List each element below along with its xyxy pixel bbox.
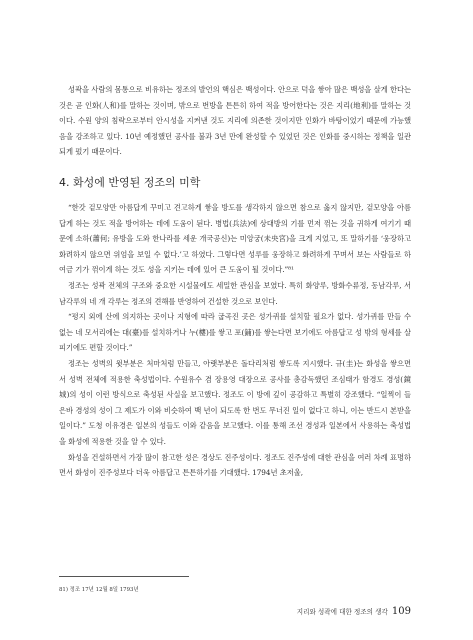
body-paragraph: 정조는 성곽 전체의 구조와 중요한 시설물에도 세밀한 관심을 보였다. 특히 화양루, 방화수류정, 동남각루, 서남각루의 네 개 각루는 정조의 견해를 반영하여 건설한 것으로 보인다. bbox=[59, 280, 411, 306]
intro-paragraph: 성곽을 사람의 몸통으로 비유하는 정조의 발언의 핵심은 백성이다. 안으로 덕을 쌓아 많은 백성을 살게 한다는 것은 곧 인화(人和)를 말하는 것이며, 밖으로 번방을 튼튼히 하여 적을 방어한다는 것은 지리(地利)를 말하는 것이다. 수원 양의 침략으로부터 안시성을 지켜낸 것도 지리에 의존한 것이지만 인화가 바탕이었기 때문에 가능했음을 강조하고 있다. 10년 예정했던 공사를 불과 3년 만에 완성할 수 있었던 것은 인화를 중시하는 정책을 일관되게 펐기 때문이다. bbox=[59, 85, 411, 157]
page-number: 109 bbox=[391, 606, 411, 617]
footnote: 81) 정조 17년 12월 8일 1793년 bbox=[59, 587, 139, 593]
quote-paragraph: “평지 외에 산에 의지하는 곳이나 지형에 따라 굽곡진 곳은 성가퀴를 설치할 필요가 없다. 성가퀴를 만들 수 없는 네 모서리에는 대(臺)를 설치하거나 누(樓)를 쌓고 포(鋪)를 쌓는다면 보기에도 아름답고 성 밖의 형세를 살피기에도 편할 것이다.” bbox=[59, 312, 411, 353]
quote-paragraph: “한갓 겉모양만 아름답게 꾸미고 견고하게 쌓을 방도를 생각하지 않으면 참으로 옳지 않지만, 겉모양을 아름답게 하는 것도 적을 방어하는 데에 도움이 된다. 병법(兵法)에 상대방의 기를 먼저 꺾는 것을 귀하게 여기기 때문에 소하(蕭何; 유방을 도와 한나라를 세운 개국공신)는 미앙궁(未央宮)을 크게 지었고, 또 말하기를 ‘웅장하고 화려하지 않으면 위엄을 보일 수 없다.’고 하였다. 그렇다면 성루를 웅장하고 화려하게 꾸며서 보는 사람들로 하여금 기가 꺾이게 하는 것도 성을 지키는 데에 있어 큰 도움이 될 것이다.”⁸¹ bbox=[59, 203, 411, 275]
section-title: 4. 화성에 반영된 정조의 미학 bbox=[59, 176, 201, 189]
section-body bbox=[59, 200, 411, 481]
intro-paragraph-block bbox=[59, 82, 411, 160]
footnote-divider bbox=[59, 576, 189, 577]
running-title: 지리와 성곽에 대한 정조의 생각 bbox=[296, 608, 388, 616]
body-paragraph: 화성을 건설하면서 가장 많이 참고한 성은 경상도 진주성이다. 정조도 진주성에 대한 관심을 여러 차례 표명하면서 화성이 진주성보다 더욱 아름답고 튼튼하기를 기대했다. 1794년 초저울, bbox=[59, 452, 411, 478]
body-paragraph: 정조는 성벽의 윗부분은 처마처럼 만들고, 아랫부분은 돌다리처럼 쌓도록 지시했다. 규(圭)는 화성을 쌓으면서 성벽 전체에 적용한 축성법이다. 수원유수 겸 장용영 대장으로 공사를 총감독했던 조심태가 함경도 경성(鏡城)의 성이 이런 방식으로 축성된 사실을 보고했다. 정조도 이 방에 깊이 공감하고 특별히 강조했다. “일찍이 들은바 경성의 성이 그 제도가 이와 비슷하여 백 년이 되도록 한 번도 무너진 일이 없다고 하니, 이는 반드시 본받을 일이다.” 도청 이유경은 일본의 성들도 이와 같음을 보고했다. 이를 통해 조선 경성과 일본에서 사용하는 축성법을 화성에 적용한 것을 알 수 있다. bbox=[59, 358, 411, 446]
running-footer bbox=[297, 606, 411, 617]
